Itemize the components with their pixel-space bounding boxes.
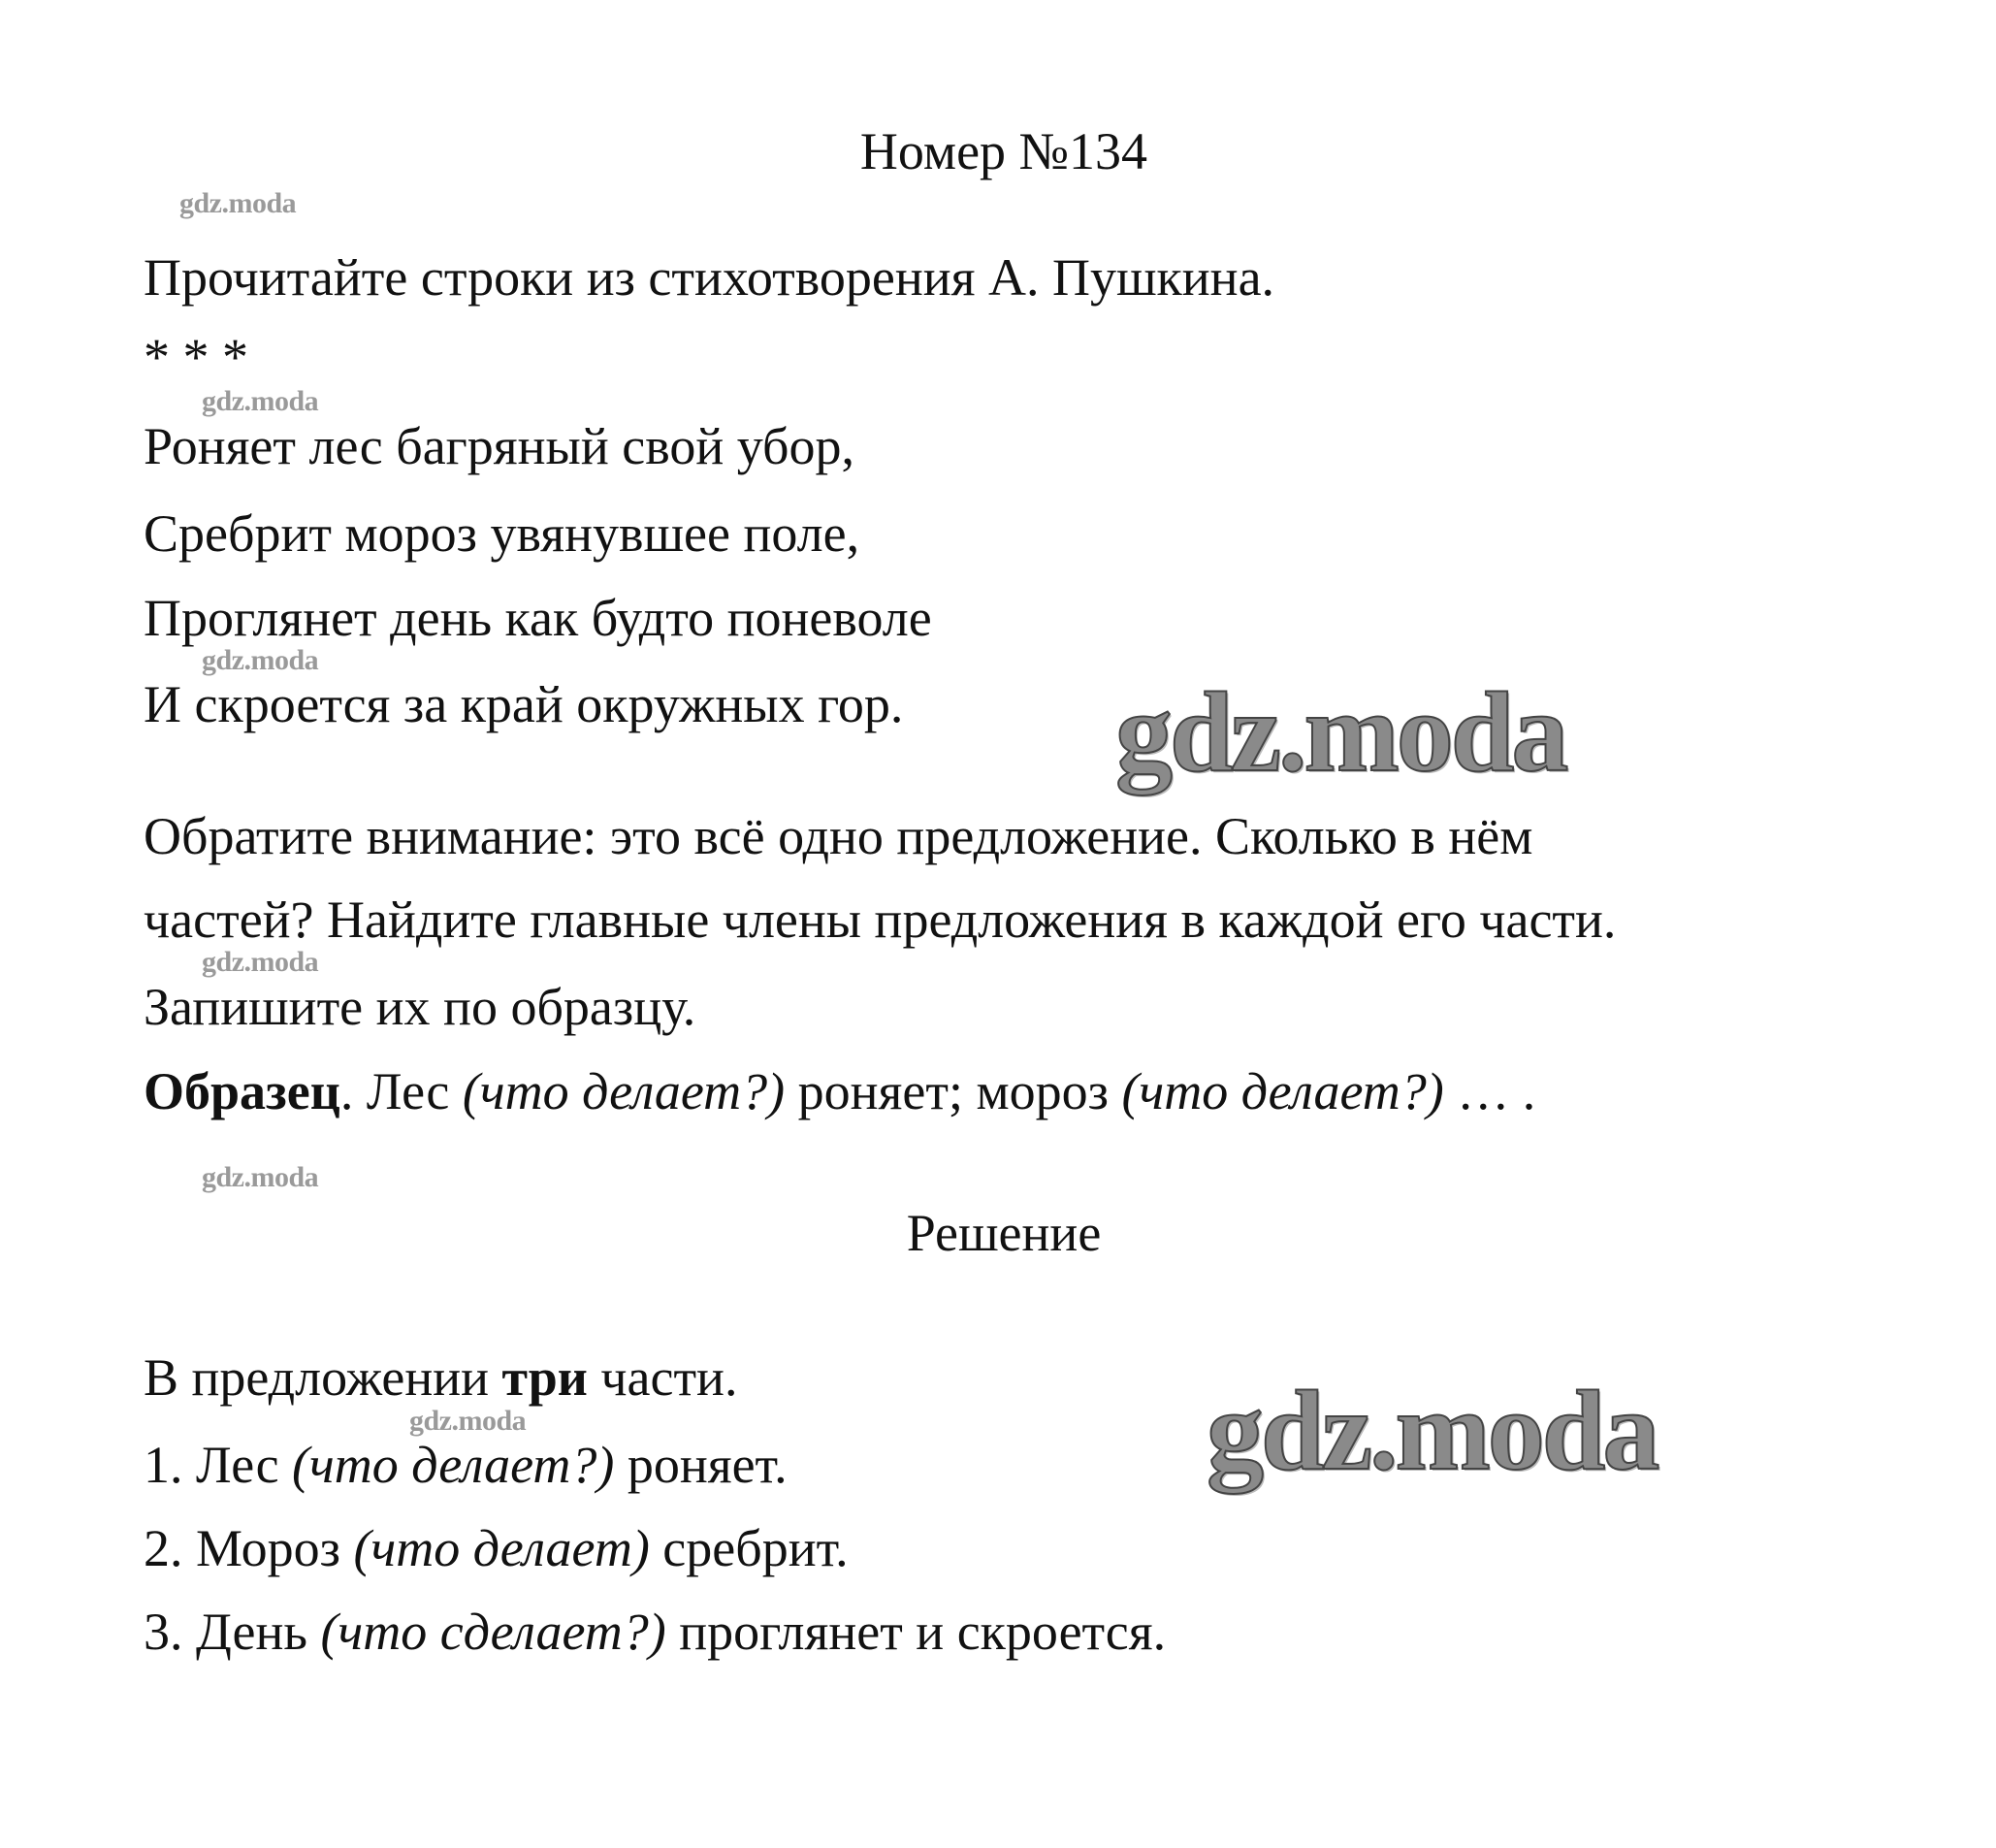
watermark-large: gdz.moda [1115, 668, 1566, 795]
sample-text: . Лес [339, 1062, 463, 1120]
sample-question: (что делает?) [462, 1062, 786, 1120]
solution-item [144, 1521, 849, 1575]
summary-bold: три [501, 1348, 588, 1407]
watermark: gdz.moda [179, 187, 297, 219]
solution-summary [144, 1350, 737, 1405]
sample-text: роняет; мороз [785, 1062, 1122, 1120]
item-text: 2. Мороз [144, 1519, 354, 1577]
poem-line: Сребрит мороз увянувшее поле, [144, 504, 860, 563]
summary-text: В предложении [144, 1348, 502, 1407]
watermark: gdz.moda [409, 1405, 527, 1437]
question-line: Запишите их по образцу. [144, 978, 696, 1036]
stars-separator: * * * [144, 328, 248, 386]
poem-line: Роняет лес багряный свой убор, [144, 417, 854, 475]
item-text: 3. День [144, 1603, 321, 1661]
poem-line: Проглянет день как будто поневоле [144, 589, 932, 647]
item-question: (что делает) [353, 1519, 650, 1577]
question-line: Обратите внимание: это всё одно предложение. Сколько в нём [144, 807, 1533, 865]
page-title: Номер №134 [859, 122, 1148, 180]
watermark: gdz.moda [202, 946, 319, 978]
question-line: частей? Найдите главные члены предложения в каждой его части. [144, 891, 1617, 949]
item-text: сребрит. [649, 1519, 849, 1577]
sample-label: Образец [144, 1062, 340, 1120]
sample-text: … . [1443, 1062, 1536, 1120]
item-text: 1. Лес [144, 1436, 293, 1494]
solution-item [144, 1438, 788, 1492]
watermark: gdz.moda [202, 644, 319, 676]
summary-text: части. [587, 1348, 738, 1407]
task-intro: Прочитайте строки из стихотворения А. Пушкина. [144, 248, 1275, 307]
poem-line: И скроется за край окружных гор. [144, 675, 904, 733]
watermark-large: gdz.moda [1207, 1367, 1658, 1494]
item-text: проглянет и скроется. [665, 1603, 1167, 1661]
sample-line [144, 1064, 1535, 1119]
solution-item [144, 1605, 1166, 1659]
watermark: gdz.moda [202, 1161, 319, 1193]
item-question: (что делает?) [292, 1436, 615, 1494]
item-question: (что сделает?) [320, 1603, 666, 1661]
sample-question: (что делает?) [1121, 1062, 1444, 1120]
watermark: gdz.moda [202, 385, 319, 417]
solution-heading: Решение [906, 1204, 1102, 1262]
item-text: роняет. [614, 1436, 788, 1494]
